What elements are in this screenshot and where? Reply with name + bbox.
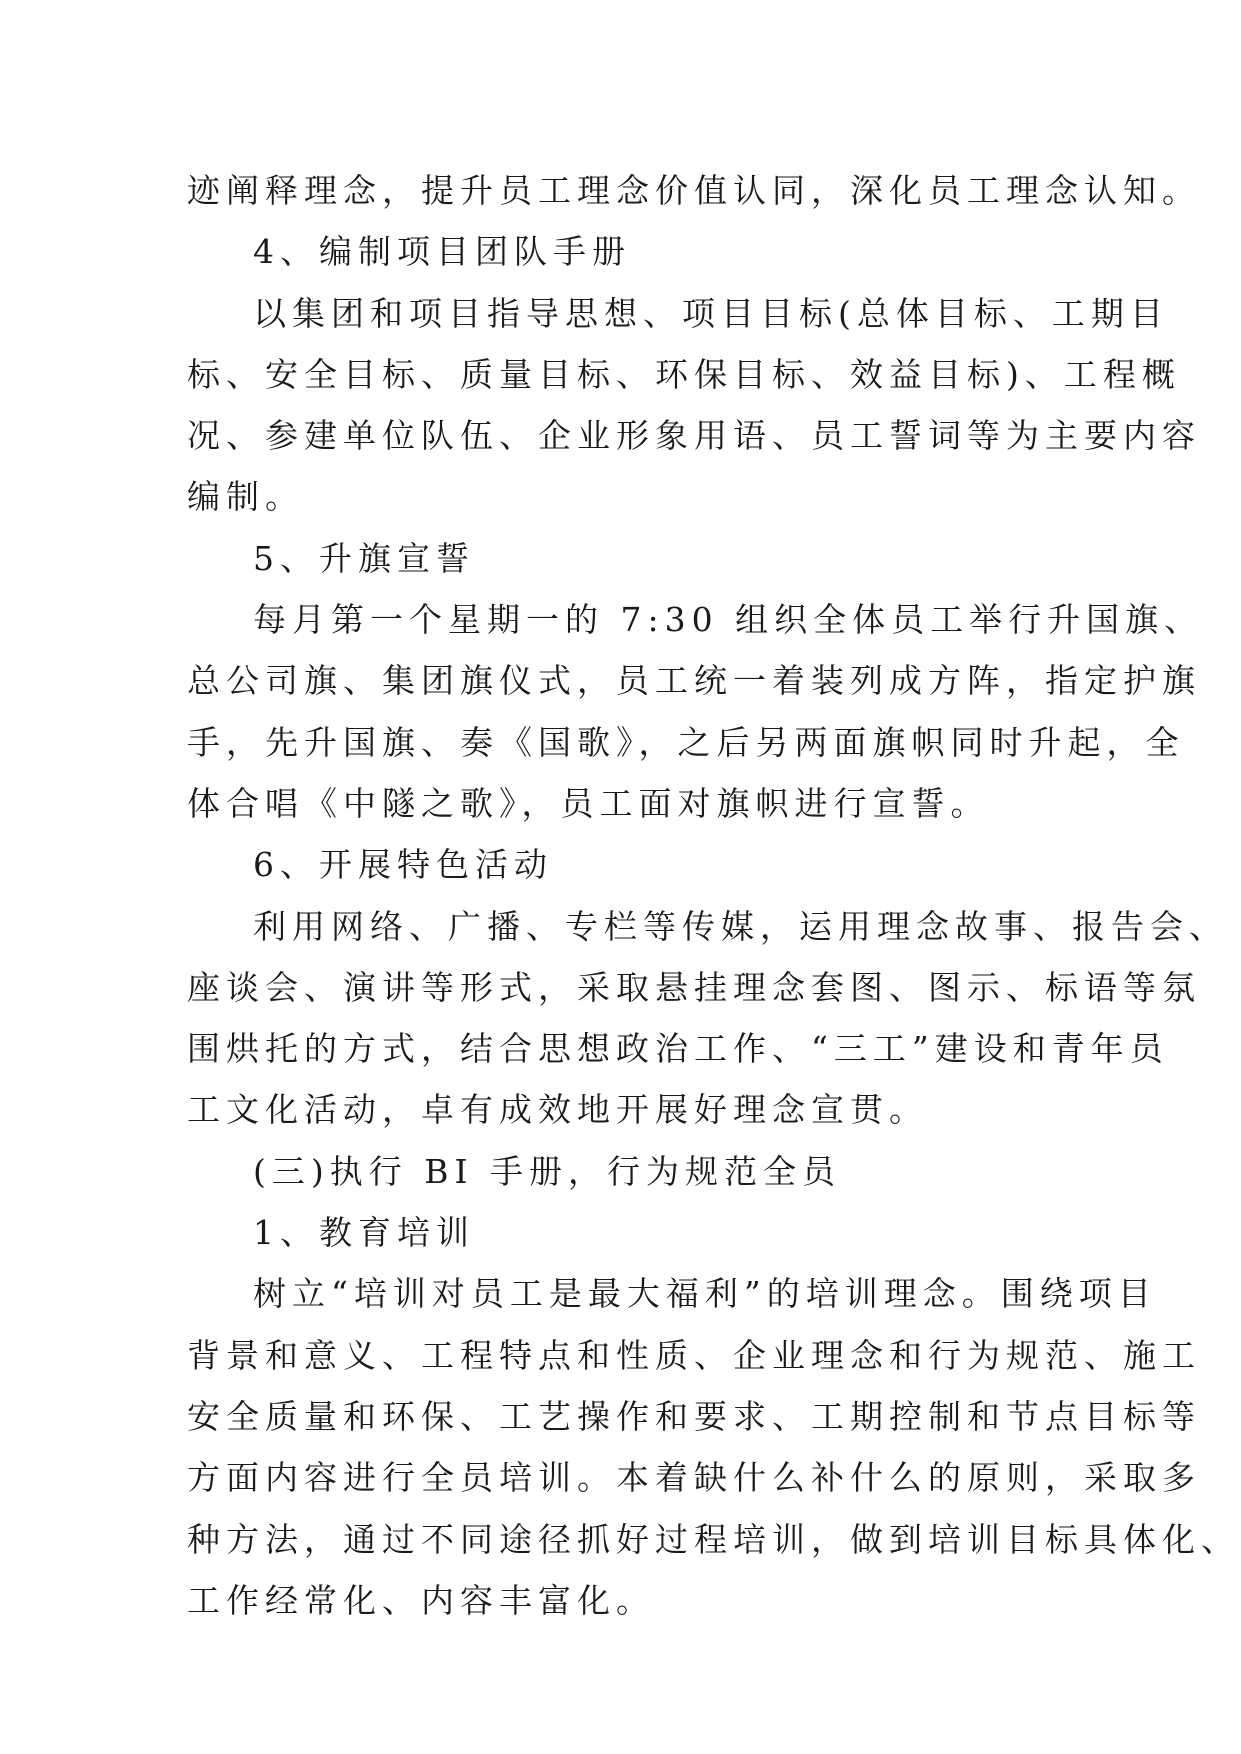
text-line: 工作经常化、内容丰富化。 [187, 1580, 655, 1620]
text-line: 利用网络、广播、专栏等传媒，运用理念故事、报告会、 [253, 906, 1228, 946]
text-line: 6、开展特色活动 [253, 845, 553, 885]
text-line: 编制。 [187, 477, 304, 517]
text-line: 总公司旗、集团旗仪式，员工统一着装列成方阵，指定护旗 [187, 661, 1201, 701]
text-line: 迹阐释理念，提升员工理念价值认同，深化员工理念认知。 [187, 171, 1201, 210]
text-line: 5、升旗宣誓 [253, 538, 475, 578]
text-line: 标、安全目标、质量目标、环保目标、效益目标)、工程概 [187, 354, 1181, 394]
text-line: 种方法，通过不同途径抓好过程培训，做到培训目标具体化、 [187, 1519, 1240, 1559]
text-line: 安全质量和环保、工艺操作和要求、工期控制和节点目标等 [187, 1396, 1201, 1436]
text-line: 座谈会、演讲等形式，采取悬挂理念套图、图示、标语等氛 [187, 967, 1201, 1007]
text-line: 工文化活动，卓有成效地开展好理念宣贯。 [187, 1090, 928, 1130]
text-line: 方面内容进行全员培训。本着缺什么补什么的原则，采取多 [187, 1458, 1201, 1498]
text-line: 围烘托的方式，结合思想政治工作、“三工”建设和青年员 [187, 1029, 1169, 1069]
text-line: 体合唱《中隧之歌》，员工面对旗帜进行宣誓。 [187, 783, 990, 823]
text-line: 手，先升国旗、奏《国歌》，之后另两面旗帜同时升起，全 [187, 722, 1185, 762]
document-body [187, 160, 1240, 1631]
text-line: 1、教育培训 [253, 1213, 475, 1253]
text-line: 4、编制项目团队手册 [253, 232, 631, 272]
text-line: 以集团和项目指导思想、项目目标(总体目标、工期目 [253, 293, 1169, 333]
text-line: 况、参建单位队伍、企业形象用语、员工誓词等为主要内容 [187, 416, 1201, 456]
text-line: 背景和意义、工程特点和性质、企业理念和行为规范、施工 [187, 1335, 1201, 1375]
text-line: (三)执行 BI 手册，行为规范全员 [253, 1151, 842, 1191]
text-line: 每月第一个星期一的 7:30 组织全体员工举行升国旗、 [253, 600, 1204, 640]
text-line: 树立“培训对员工是最大福利”的培训理念。围绕项目 [253, 1274, 1157, 1314]
